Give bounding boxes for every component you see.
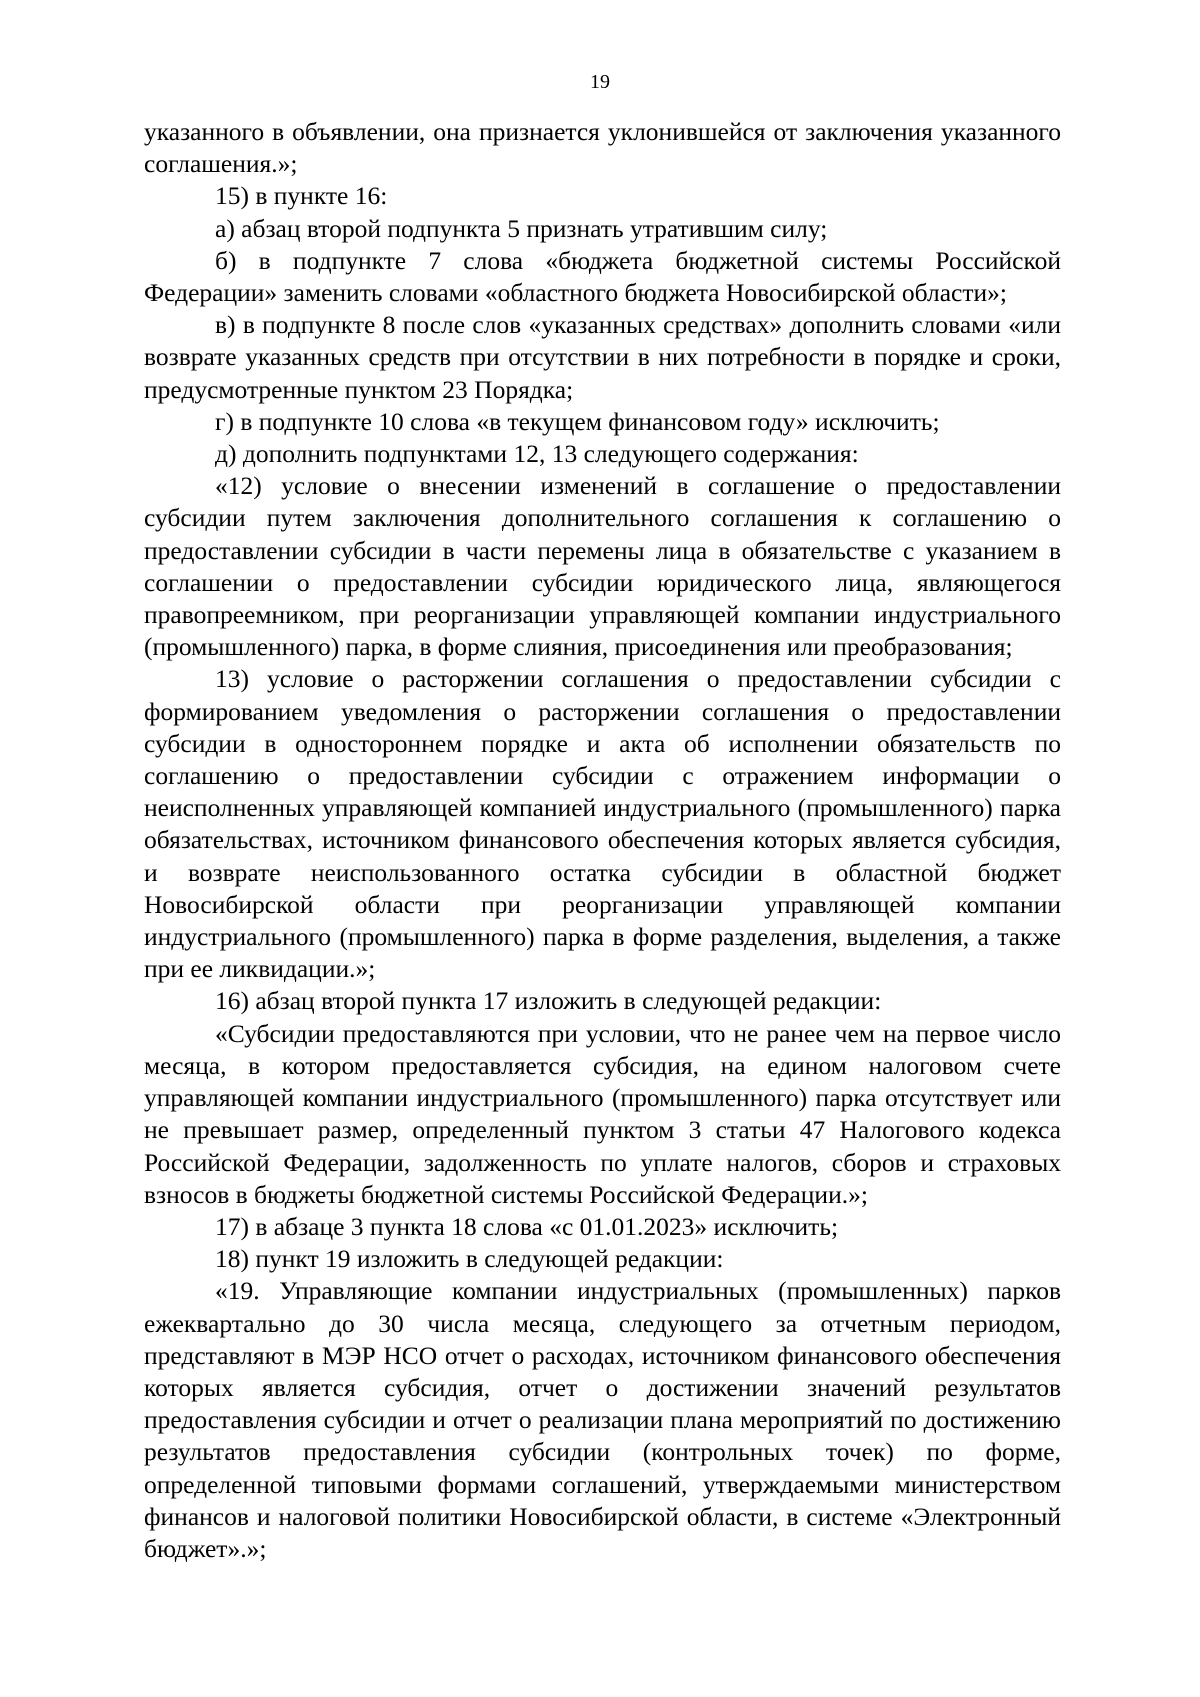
document-body [144,116,1061,1565]
paragraph-subitem-v: в) в подпункте 8 после слов «указанных средствах» дополнить словами «или возврате указанных средств при отсутствии в них потребности в порядке и сроки, предусмотренные пунктом 23 Порядка; [144,310,1061,404]
paragraph-item-17: 17) в абзаце 3 пункта 18 слова «с 01.01.2023» исключить; [215,1211,839,1241]
paragraph-item-15: 15) в пункте 16: [215,181,388,211]
paragraph-subitem-b: б) в подпункте 7 слова «бюджета бюджетной системы Российской Федерации» заменить словами «областного бюджета Новосибирской области»; [144,245,1061,308]
paragraph-subitem-d: д) дополнить подпунктами 12, 13 следующего содержания: [215,439,859,469]
paragraph-subpoint-12: «12) условие о внесении изменений в соглашение о предоставлении субсидии путем заключения дополнительного соглашения к соглашению о предоставлении субсидии в части перемены лица в обязательстве с указанием в соглашении о предоставлении субсидии юридического лица, являющегося правопреемником, при реорганизации управляющей компании индустриального (промышленного) парка, в форме слияния, присоединения или преобразования; [144,471,1061,662]
paragraph-subitem-a: а) абзац второй подпункта 5 признать утратившим силу; [215,213,828,243]
paragraph-item-18: 18) пункт 19 изложить в следующей редакции: [215,1244,724,1274]
page-number: 19 [590,71,610,93]
paragraph-continuation: указанного в объявлении, она признается уклонившейся от заключения указанного соглашения.»; [144,117,1061,179]
paragraph-subsidy-condition: «Субсидии предоставляются при условии, что не ранее чем на первое число месяца, в котором предоставляется субсидия, на едином налоговом счете управляющей компании индустриального (промышленного) парка отсутствует или не превышает размер, определенный пунктом 3 статьи 47 Налогового кодекса Российской Федерации, задолженность по уплате налогов, сборов и страховых взносов в бюджеты бюджетной системы Российской Федерации.»; [144,1018,1061,1209]
paragraph-point-19: «19. Управляющие компании индустриальных (промышленных) парков ежеквартально до 30 числа месяца, следующего за отчетным периодом, представляют в МЭР НСО отчет о расходах, источником финансового обеспечения которых является субсидия, отчет о достижении значений результатов предоставления субсидии и отчет о реализации плана мероприятий по достижению результатов предоставления субсидии (контрольных точек) по форме, определенной типовыми формами соглашений, утверждаемыми министерством финансов и налоговой политики Новосибирской области, в системе «Электронный бюджет».»; [144,1276,1061,1563]
paragraph-item-16: 16) абзац второй пункта 17 изложить в следующей редакции: [215,986,882,1016]
paragraph-subitem-g: г) в подпункте 10 слова «в текущем финансовом году» исключить; [215,406,940,436]
paragraph-subpoint-13: 13) условие о расторжении соглашения о предоставлении субсидии с формированием уведомления о расторжении соглашения о предоставлении субсидии в одностороннем порядке и акта об исполнении обязательств по соглашению о предоставлении субсидии с отражением информации о неисполненных управляющей компанией индустриального (промышленного) парка обязательствах, источником финансового обеспечения которых является субсидия, и возврате неиспользованного остатка субсидии в областной бюджет Новосибирской области при реорганизации управляющей компании индустриального (промышленного) парка в форме разделения, выделения, а также при ее ликвидации.»; [144,664,1061,984]
